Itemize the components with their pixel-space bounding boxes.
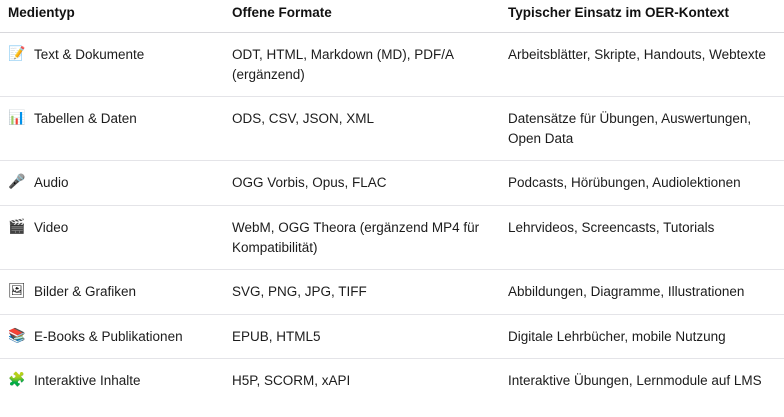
cell-einsatz: Interaktive Übungen, Lernmodule auf LMS xyxy=(508,373,762,389)
media-type-label: Text & Dokumente xyxy=(34,47,145,63)
cell-medientyp xyxy=(0,206,224,270)
cell-einsatz: Abbildungen, Diagramme, Illustrationen xyxy=(500,270,784,315)
table-header xyxy=(0,0,784,33)
table-row xyxy=(0,314,784,359)
cell-einsatz: Lehrvideos, Screencasts, Tutorials xyxy=(500,206,784,270)
table-header-row xyxy=(0,0,784,33)
table-row xyxy=(0,33,784,97)
column-header-medientyp: Medientyp xyxy=(0,0,224,33)
cell-einsatz: Podcasts, Hörübungen, Audiolektionen xyxy=(500,161,784,206)
cell-einsatz: Digitale Lehrbücher, mobile Nutzung xyxy=(500,314,784,359)
cell-formate: ODT, HTML, Markdown (MD), PDF/A (ergänzend) xyxy=(224,33,500,97)
media-type-label: Bilder & Grafiken xyxy=(34,284,137,300)
media-type-label: Tabellen & Daten xyxy=(34,111,137,127)
table-row xyxy=(0,161,784,206)
table-row xyxy=(0,270,784,315)
cell-medientyp xyxy=(0,161,224,206)
cell-formate: SVG, PNG, JPG, TIFF xyxy=(224,270,500,315)
cell-formate: WebM, OGG Theora (ergänzend MP4 für Kompatibilität) xyxy=(224,206,500,270)
table-body xyxy=(0,33,784,403)
cell-formate: OGG Vorbis, Opus, FLAC xyxy=(224,161,500,206)
media-type-label: Interaktive Inhalte xyxy=(34,373,141,389)
cell-medientyp xyxy=(0,314,224,359)
cell-einsatz: Datensätze für Übungen, Auswertungen, Open Data xyxy=(500,97,784,161)
table-row xyxy=(0,359,784,403)
column-header-typischer-einsatz: Typischer Einsatz im OER-Kontext xyxy=(500,0,784,33)
cell-einsatz: Arbeitsblätter, Skripte, Handouts, Webtexte xyxy=(500,33,784,97)
cell-formate: ODS, CSV, JSON, XML xyxy=(224,97,500,161)
table-row xyxy=(0,206,784,270)
cell-medientyp xyxy=(0,270,224,315)
framed-picture-icon: 🖼 xyxy=(8,283,26,300)
media-type-label: Video xyxy=(34,220,69,236)
microphone-icon: 🎤 xyxy=(8,174,26,191)
media-type-label: E-Books & Publikationen xyxy=(34,328,183,344)
puzzle-piece-icon: 🧩 xyxy=(8,372,26,389)
cell-formate: H5P, SCORM, xAPI xyxy=(232,373,351,389)
bar-chart-icon: 📊 xyxy=(8,110,26,127)
books-icon: 📚 xyxy=(8,327,26,344)
cell-formate: EPUB, HTML5 xyxy=(224,314,500,359)
media-type-label: Audio xyxy=(34,175,69,191)
column-header-offene-formate: Offene Formate xyxy=(224,0,500,33)
cell-medientyp xyxy=(0,359,224,403)
clapper-board-icon: 🎬 xyxy=(8,219,26,236)
cell-medientyp xyxy=(0,97,224,161)
cell-medientyp xyxy=(0,33,224,97)
memo-icon: 📝 xyxy=(8,46,26,63)
table-row xyxy=(0,97,784,161)
